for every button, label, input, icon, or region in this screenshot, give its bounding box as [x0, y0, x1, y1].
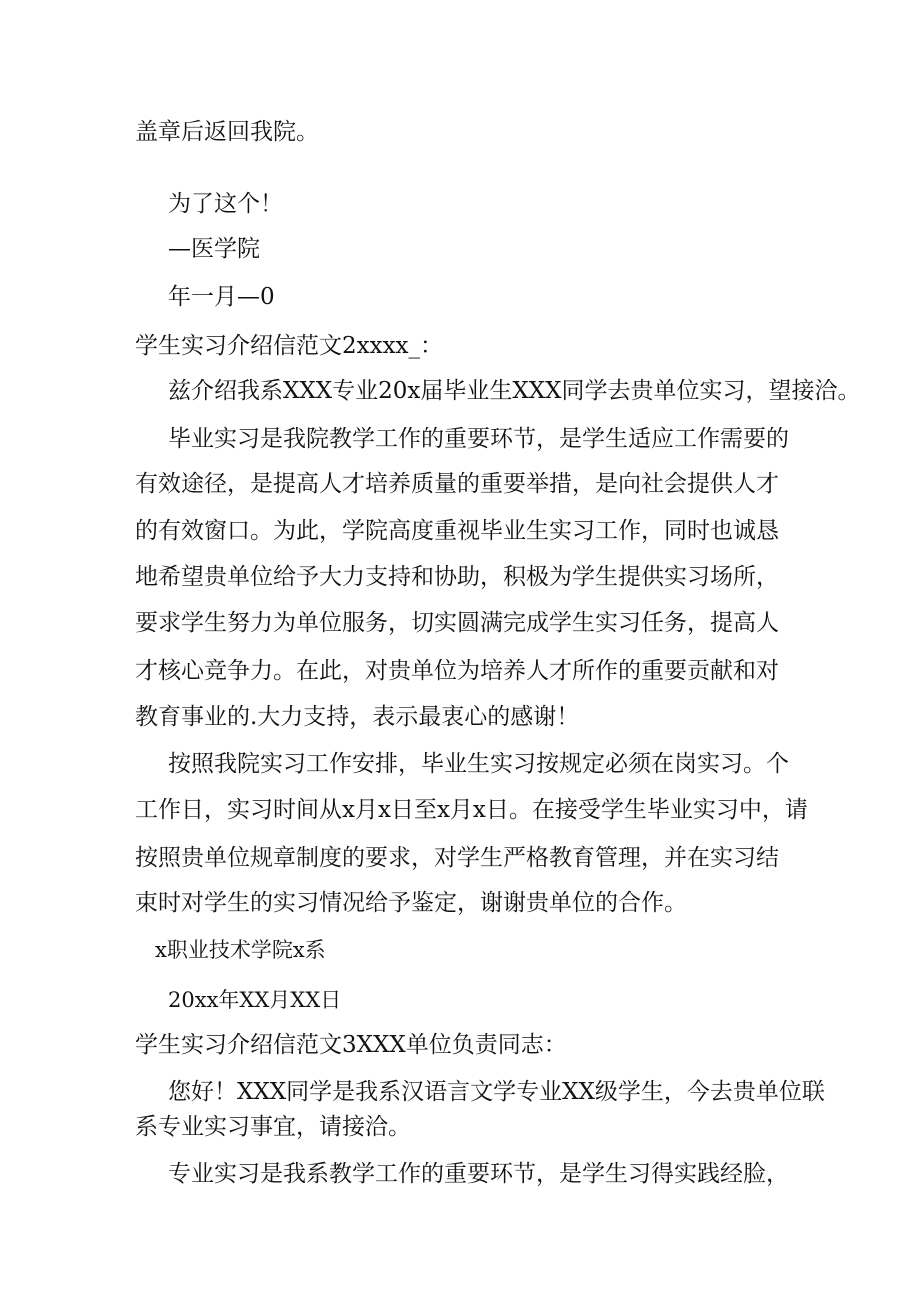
paragraph-line: 系专业实习事宜，请接洽。 [135, 1114, 411, 1140]
paragraph-line: 毕业实习是我院教学工作的重要环节，是学生适应工作需要的 [168, 426, 789, 452]
paragraph-line: 教育事业的.大力支持，表示最衷心的感谢！ [135, 704, 580, 730]
paragraph-line: 有效途径，是提高人才培养质量的重要举措，是向社会提供人才 [135, 471, 779, 497]
text-line-stamp-return: 盖章后返回我院。 [135, 119, 319, 145]
paragraph-line: 地希望贵单位给予大力支持和协助，积极为学生提供实习场所， [135, 564, 779, 590]
paragraph-line: 专业实习是我系教学工作的重要环节，是学生习得实践经脸， [168, 1161, 789, 1187]
paragraph-line: 按照我院实习工作安排，毕业生实习按规定必须在岗实习。个 [168, 751, 789, 777]
paragraph-line: 要求学生努力为单位服务，切实圆满完成学生实习任务，提高人 [135, 610, 779, 636]
paragraph-line: 束时对学生的实习情况给予鉴定，谢谢贵单位的合作。 [135, 890, 687, 916]
paragraph-line: 兹介绍我系XXX专业20x届毕业生XXX同学去贵单位实习，望接洽。 [168, 378, 861, 404]
section-heading-sample-3: 学生实习介绍信范文3XXX单位负责同志： [135, 1032, 567, 1058]
signature-school: x职业技术学院x系 [155, 938, 326, 962]
paragraph-line: 您好！XXX同学是我系汉语言文学专业XX级学生，今去贵单位联 [168, 1079, 825, 1105]
text-line-for-this: 为了这个！ [168, 191, 283, 217]
text-line-date: 年一月—0 [168, 284, 275, 310]
text-line-medical-college: —医学院 [168, 236, 260, 262]
paragraph-line: 工作日，实习时间从x月x日至x月x日。在接受学生毕业实习中，请 [135, 797, 808, 823]
paragraph-line: 才核心竞争力。在此，对贵单位为培养人才所作的重要贡献和对 [135, 658, 779, 684]
paragraph-line: 的有效窗口。为此，学院高度重视毕业生实习工作，同时也诚恳 [135, 518, 779, 544]
section-heading-sample-2: 学生实习介绍信范文2xxxx_： [135, 333, 444, 359]
signature-date: 20xx年XX月XX日 [168, 988, 342, 1012]
paragraph-line: 按照贵单位规章制度的要求，对学生严格教育管理，并在实习结 [135, 845, 779, 871]
